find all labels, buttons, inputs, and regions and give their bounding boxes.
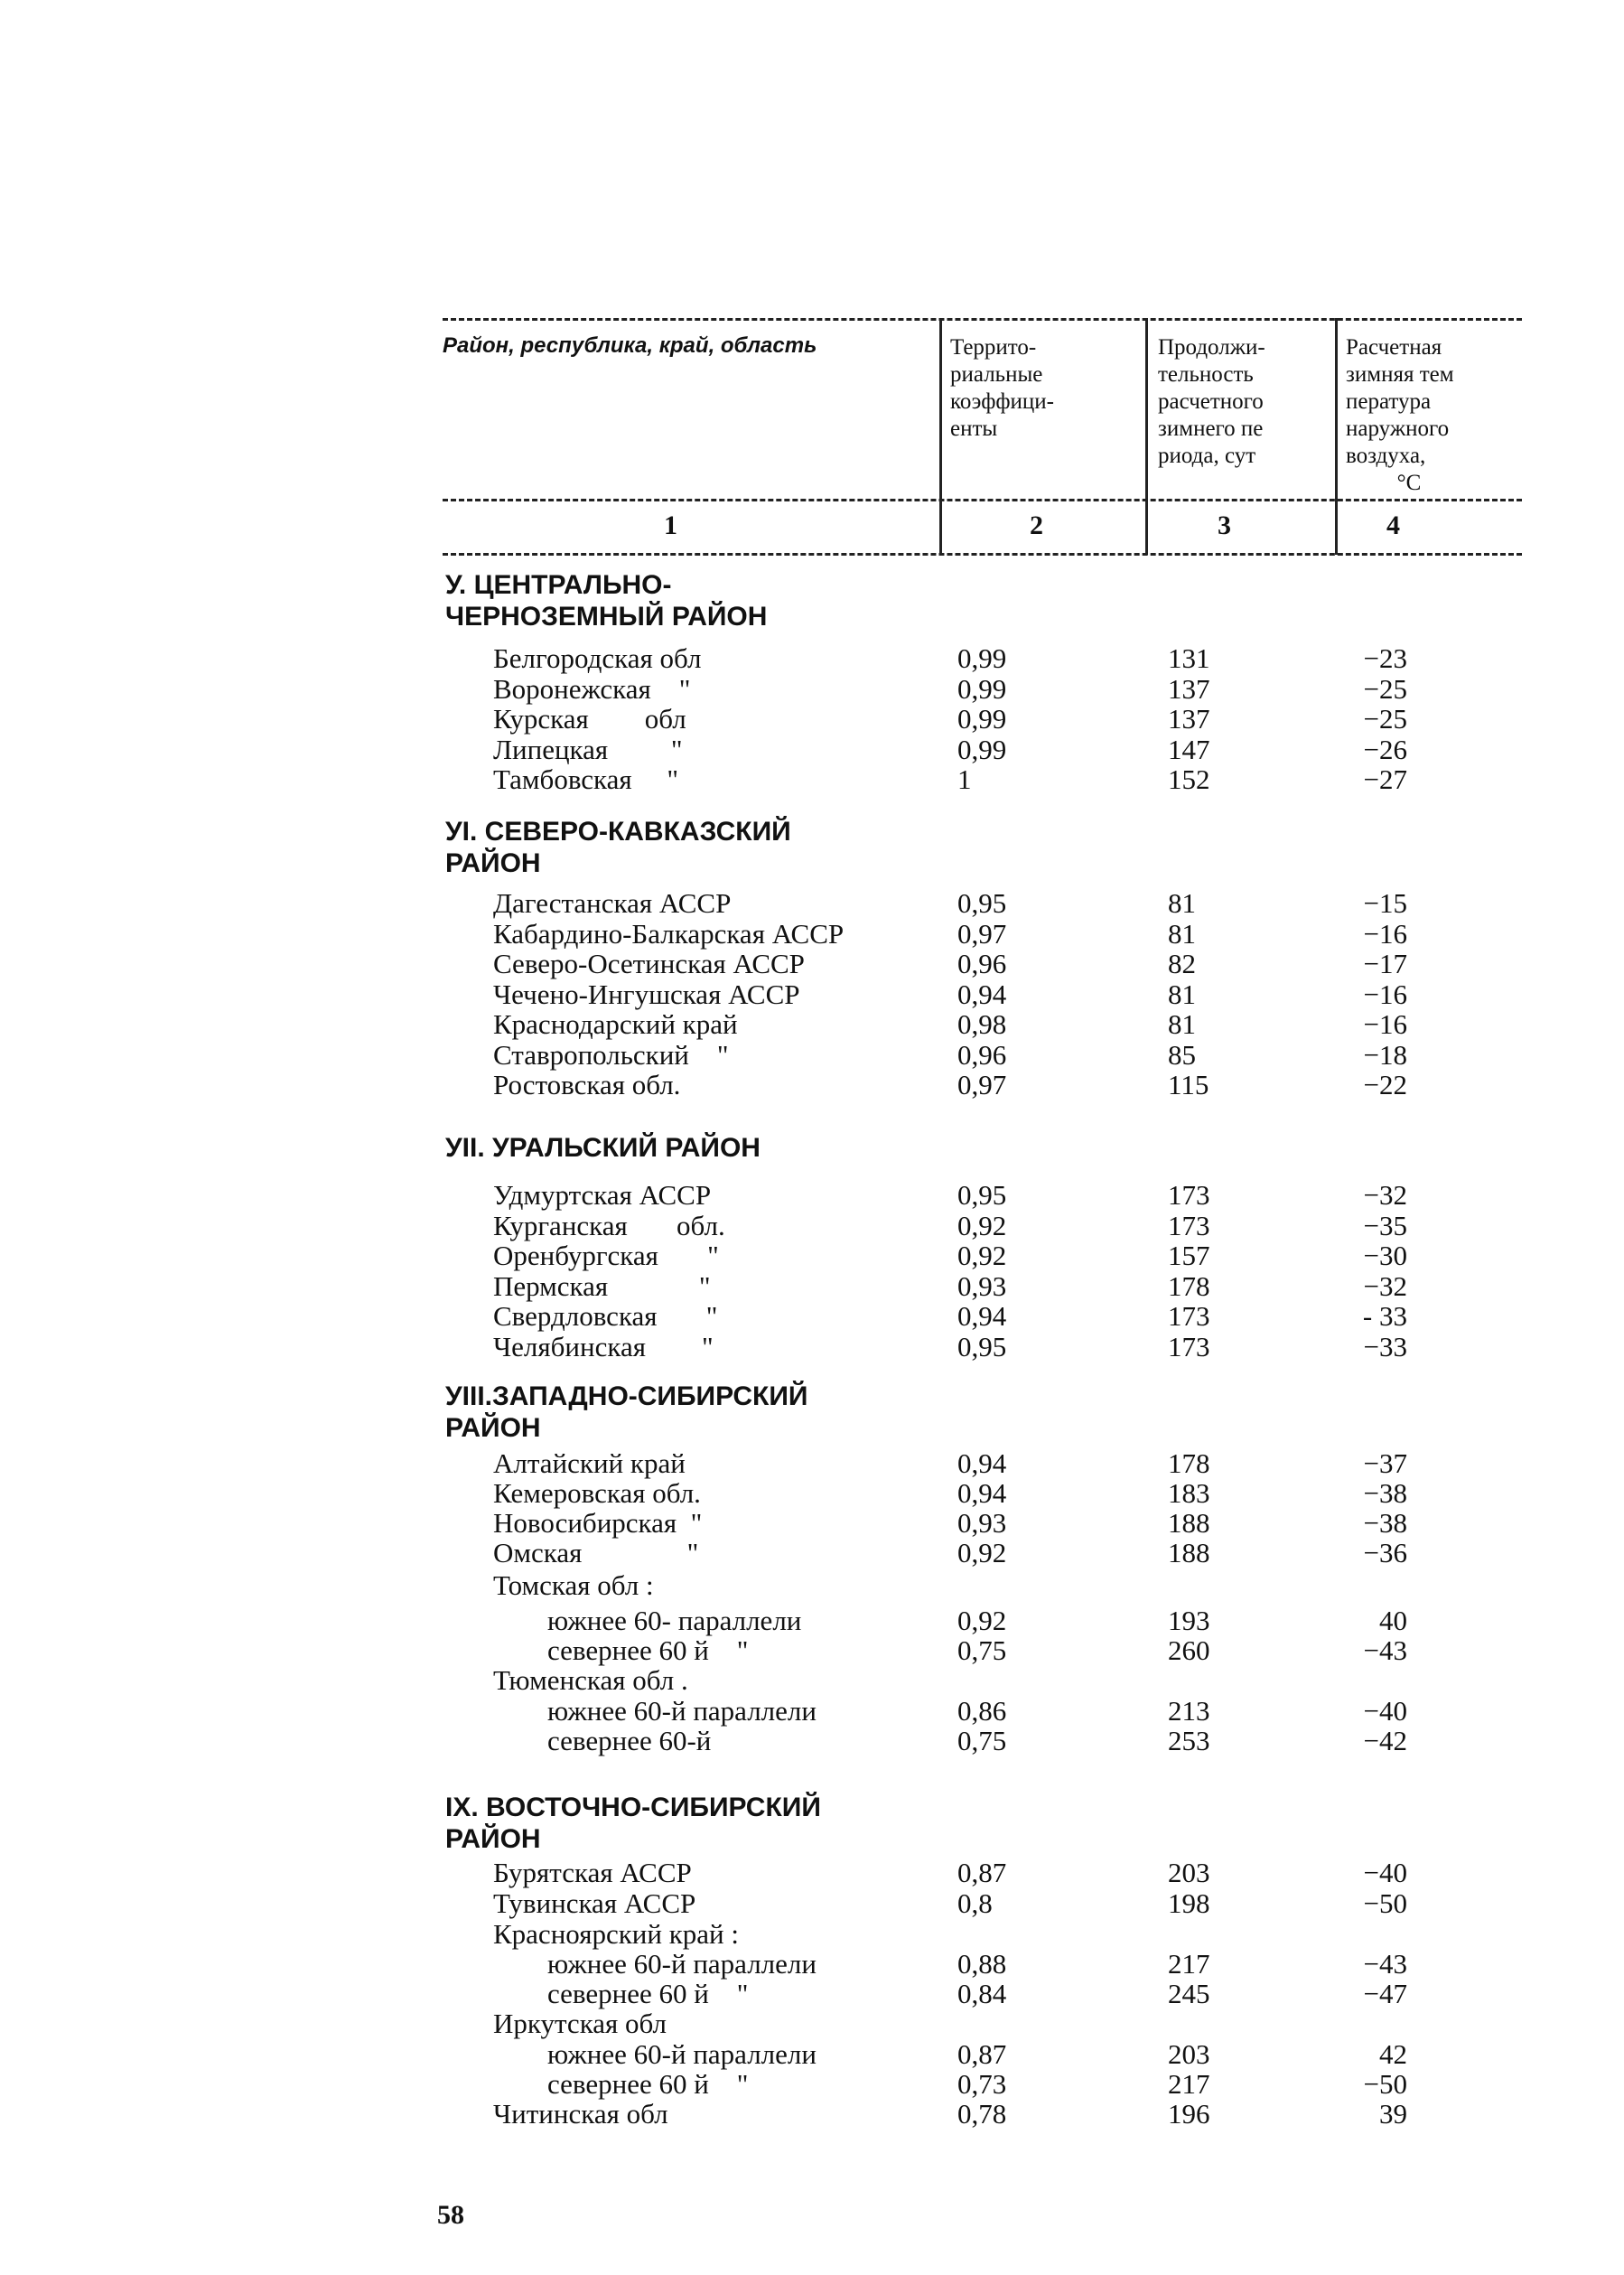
region-name: Кемеровская обл. [493,1477,701,1509]
coefficient: 0,78 [957,2098,1007,2130]
header-duration [1158,334,1339,470]
section-heading [445,816,791,879]
region-name: Тувинская АССР [493,1887,696,1919]
coefficient: 0,93 [957,1507,1007,1539]
region-name: Красноярский край : [493,1918,739,1950]
winter-temperature: −25 [1363,673,1407,705]
table-row [0,979,1624,1010]
winter-temperature: −32 [1363,1270,1407,1302]
section-heading [445,569,767,632]
table-row [0,1635,1624,1666]
table-row [0,2069,1624,2100]
header-region [443,332,930,360]
region-name: севернее 60 й " [547,1978,749,2009]
winter-temperature: −23 [1363,642,1407,674]
table-row [0,1478,1624,1509]
region-name: южнее 60-й параллели [547,1695,817,1727]
table-row [0,919,1624,950]
section-line: РАЙОН [445,848,541,878]
section-line: РАЙОН [445,1413,541,1443]
region-name: Удмуртская АССР [493,1179,712,1211]
region-name: Липецкая " [493,734,683,765]
winter-temperature: −33 [1363,1331,1407,1362]
winter-temperature: −50 [1363,2068,1407,2100]
region-name: южнее 60-й параллели [547,1948,817,1980]
period-days: 173 [1168,1210,1210,1241]
table-row [0,1448,1624,1479]
winter-temperature: 39 [1379,2098,1407,2130]
period-days: 173 [1168,1300,1210,1332]
region-name: Тамбовская " [493,763,679,795]
period-days: 81 [1168,978,1196,1010]
coefficient: 0,94 [957,978,1007,1010]
coefficient: 0,92 [957,1537,1007,1568]
coefficient: 1 [957,763,972,795]
coefficient: 0,94 [957,1447,1007,1479]
numbers-bottom-rule [443,553,1522,556]
region-name: Тюменская обл . [493,1664,688,1696]
period-days: 81 [1168,1008,1196,1040]
table-row [0,1606,1624,1636]
region-name: Омская " [493,1537,699,1568]
winter-temperature: −16 [1363,978,1407,1010]
coefficient: 0,84 [957,1978,1007,2009]
table-row [0,1301,1624,1332]
period-days: 173 [1168,1179,1210,1211]
period-days: 253 [1168,1725,1210,1756]
winter-temperature: −43 [1363,1948,1407,1980]
table-row [0,1979,1624,2009]
column-divider-2 [1145,318,1148,555]
region-name: Ставропольский " [493,1039,729,1071]
column-number: 3 [1218,510,1231,540]
coefficient: 0,92 [957,1605,1007,1636]
period-days: 152 [1168,763,1210,795]
winter-temperature: −43 [1363,1634,1407,1666]
header-line: Террито- [950,335,1037,360]
coefficient: 0,95 [957,1179,1007,1211]
section-line: У. ЦЕНТРАЛЬНО- [445,570,672,600]
region-name: Ростовская обл. [493,1069,681,1100]
coefficient: 0,95 [957,1331,1007,1362]
winter-temperature: −40 [1363,1695,1407,1727]
column-number: 2 [1030,510,1043,540]
table-row [0,1240,1624,1271]
region-name: Томская обл : [493,1569,654,1601]
region-name: Пермская " [493,1270,711,1302]
coefficient: 0,88 [957,1948,1007,1980]
period-days: 157 [1168,1240,1210,1271]
header-line: зимнего пе [1158,417,1264,441]
table-row [0,674,1624,705]
period-days: 131 [1168,642,1210,674]
column-number: 1 [664,510,677,540]
region-name: Новосибирская " [493,1507,703,1539]
region-name: Белгородская обл [493,642,702,674]
period-days: 81 [1168,887,1196,919]
period-days: 203 [1168,2038,1210,2070]
table-row [0,1040,1624,1071]
region-name: Алтайский край [493,1447,686,1479]
table-row [0,1180,1624,1211]
header-line: Расчетная [1346,335,1442,360]
header-bottom-rule [443,499,1522,501]
coefficient: 0,75 [957,1634,1007,1666]
header-line: Продолжи- [1158,335,1265,360]
region-name: Свердловская " [493,1300,718,1332]
period-days: 178 [1168,1447,1210,1479]
winter-temperature: −26 [1363,734,1407,765]
section-line: ЧЕРНОЗЕМНЫЙ РАЙОН [445,602,768,632]
page-number: 58 [437,2200,464,2230]
winter-temperature: −16 [1363,918,1407,950]
table-row [0,1332,1624,1362]
region-name: Кабардино-Балкарская АССР [493,918,845,950]
header-line: °C [1396,471,1422,495]
column-number: 4 [1386,510,1400,540]
period-days: 183 [1168,1477,1210,1509]
coefficient: 0,87 [957,1857,1007,1888]
coefficient: 0,87 [957,2038,1007,2070]
winter-temperature: −47 [1363,1978,1407,2009]
table-row [0,1696,1624,1727]
table-row [0,1919,1624,1950]
table-row [0,1949,1624,1980]
region-name: Дагестанская АССР [493,887,732,919]
period-days: 137 [1168,703,1210,735]
section-line: УIII.ЗАПАДНО-СИБИРСКИЙ [445,1381,808,1411]
coefficient: 0,96 [957,1039,1007,1071]
header-line: Район, республика, край, область [443,333,817,358]
section-line: РАЙОН [445,1824,541,1854]
winter-temperature: −30 [1363,1240,1407,1271]
table-row [0,1726,1624,1756]
coefficient: 0,99 [957,734,1007,765]
period-days: 178 [1168,1270,1210,1302]
header-line: коэффици- [950,389,1054,414]
table-row [0,1538,1624,1568]
coefficient: 0,73 [957,2068,1007,2100]
period-days: 245 [1168,1978,1210,2009]
winter-temperature: - 33 [1362,1300,1407,1332]
region-name: южнее 60-й параллели [547,2038,817,2070]
winter-temperature: −16 [1363,1008,1407,1040]
coefficient: 0,92 [957,1210,1007,1241]
table-row [0,764,1624,795]
header-line: риальные [950,362,1043,387]
region-name: севернее 60 й " [547,1634,749,1666]
table-row [0,1858,1624,1888]
period-days: 188 [1168,1507,1210,1539]
winter-temperature: −50 [1363,1887,1407,1919]
table-row [0,1665,1624,1696]
period-days: 82 [1168,948,1196,979]
region-name: Воронежская " [493,673,691,705]
coefficient: 0,97 [957,1069,1007,1100]
header-line: енты [950,417,998,441]
header-temperature [1346,334,1535,497]
table-row [0,643,1624,674]
period-days: 173 [1168,1331,1210,1362]
section-heading [445,1132,761,1164]
section-line: IX. ВОСТОЧНО-СИБИРСКИЙ [445,1793,821,1822]
header-line: тельность [1158,362,1254,387]
coefficient: 0,99 [957,642,1007,674]
table-top-rule [443,318,1522,321]
section-heading [445,1381,807,1444]
period-days: 115 [1168,1069,1209,1100]
section-line: УI. СЕВЕРО-КАВКАЗСКИЙ [445,817,791,847]
coefficient: 0,86 [957,1695,1007,1727]
region-name: севернее 60-й [547,1725,712,1756]
region-name: Чечено-Ингушская АССР [493,978,800,1010]
coefficient: 0,95 [957,887,1007,919]
region-name: Читинская обл [493,2098,668,2130]
coefficient: 0,75 [957,1725,1007,1756]
winter-temperature: −27 [1363,763,1407,795]
table-row [0,2008,1624,2039]
table-row [0,1211,1624,1241]
region-name: Челябинская " [493,1331,714,1362]
coefficient: 0,94 [957,1477,1007,1509]
region-name: Бурятская АССР [493,1857,692,1888]
region-name: Краснодарский край [493,1008,738,1040]
table-row [0,1009,1624,1040]
table-row [0,1570,1624,1601]
header-line: расчетного [1158,389,1264,414]
table-row [0,1070,1624,1100]
coefficient: 0,8 [957,1887,993,1919]
coefficient: 0,96 [957,948,1007,979]
header-line: воздуха, [1346,444,1426,468]
coefficient: 0,98 [957,1008,1007,1040]
region-name: Оренбургская " [493,1240,719,1271]
winter-temperature: −38 [1363,1507,1407,1539]
period-days: 85 [1168,1039,1196,1071]
coefficient: 0,94 [957,1300,1007,1332]
winter-temperature: −40 [1363,1857,1407,1888]
period-days: 137 [1168,673,1210,705]
table-row [0,1508,1624,1539]
period-days: 203 [1168,1857,1210,1888]
section-line: УII. УРАЛЬСКИЙ РАЙОН [445,1133,761,1163]
table-row [0,888,1624,919]
table-row [0,704,1624,735]
period-days: 213 [1168,1695,1210,1727]
winter-temperature: −25 [1363,703,1407,735]
period-days: 196 [1168,2098,1210,2130]
winter-temperature: −18 [1363,1039,1407,1071]
period-days: 217 [1168,2068,1210,2100]
region-name: южнее 60- параллели [547,1605,802,1636]
coefficient: 0,92 [957,1240,1007,1271]
winter-temperature: −15 [1363,887,1407,919]
winter-temperature: −32 [1363,1179,1407,1211]
table-row [0,949,1624,979]
region-name: Курганская обл. [493,1210,725,1241]
period-days: 217 [1168,1948,1210,1980]
header-line: риода, сут [1158,444,1256,468]
winter-temperature: −17 [1363,948,1407,979]
winter-temperature: −38 [1363,1477,1407,1509]
table-row [0,2039,1624,2070]
header-coefficients [950,334,1140,443]
winter-temperature: −37 [1363,1447,1407,1479]
column-divider-1 [939,318,942,555]
period-days: 188 [1168,1537,1210,1568]
winter-temperature: 42 [1379,2038,1407,2070]
period-days: 147 [1168,734,1210,765]
coefficient: 0,99 [957,673,1007,705]
header-line: наружного [1346,417,1450,441]
period-days: 260 [1168,1634,1210,1666]
coefficient: 0,99 [957,703,1007,735]
period-days: 81 [1168,918,1196,950]
winter-temperature: −36 [1363,1537,1407,1568]
table-row [0,1888,1624,1919]
table-row [0,2099,1624,2130]
header-line: зимняя тем [1346,362,1454,387]
table-row [0,1271,1624,1302]
period-days: 198 [1168,1887,1210,1919]
period-days: 193 [1168,1605,1210,1636]
section-heading [445,1792,821,1855]
table-row [0,735,1624,765]
region-name: Иркутская обл [493,2008,667,2039]
region-name: севернее 60 й " [547,2068,749,2100]
region-name: Северо-Осетинская АССР [493,948,805,979]
winter-temperature: −42 [1363,1725,1407,1756]
coefficient: 0,93 [957,1270,1007,1302]
winter-temperature: 40 [1379,1605,1407,1636]
winter-temperature: −22 [1363,1069,1407,1100]
coefficient: 0,97 [957,918,1007,950]
region-name: Курская обл [493,703,686,735]
winter-temperature: −35 [1363,1210,1407,1241]
header-line: пература [1346,389,1432,414]
